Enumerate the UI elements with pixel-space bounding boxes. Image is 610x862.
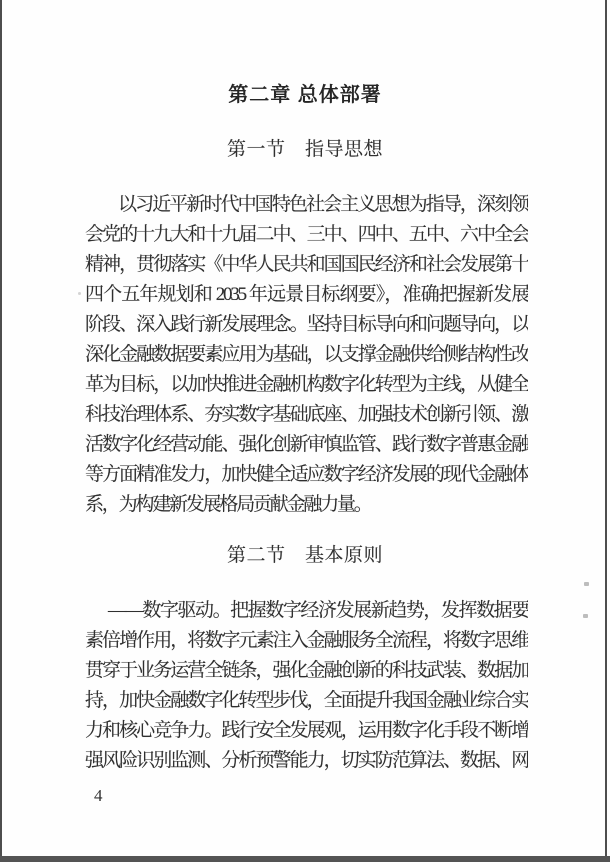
scan-edge-left	[0, 0, 2, 862]
paragraph-digital-drive	[85, 596, 528, 776]
paragraph-line: 会党的十九大和十九届二中、三中、四中、五中、六中全会	[85, 224, 528, 245]
paragraph-line: 科技治理体系、夯实数字基础底座、加强技术创新引领、激	[85, 404, 528, 425]
scan-speck	[78, 292, 81, 295]
paragraph-line: 贯穿于业务运营全链条，强化金融创新的科技武装、数据加	[85, 660, 528, 681]
page-number: 4	[94, 786, 103, 805]
section-heading-basic-principles: 第二节 基本原则	[226, 545, 383, 566]
scan-edge-bottom	[0, 856, 610, 862]
paragraph-line: 素倍增作用，将数字元素注入金融服务全流程，将数字思维	[85, 630, 528, 651]
paragraph-line: 等方面精准发力，加快健全适应数字经济发展的现代金融体	[85, 464, 528, 485]
paragraph-line: 系，为构建新发展格局贡献金融力量。	[85, 494, 371, 515]
paragraph-line: 精神，贯彻落实《中华人民共和国国民经济和社会发展第十	[85, 254, 528, 275]
scan-speck	[583, 614, 588, 618]
paragraph-line: 强风险识别监测、分析预警能力，切实防范算法、数据、网	[85, 750, 528, 771]
paragraph-line: 持，加快金融数字化转型步伐，全面提升我国金融业综合实	[85, 690, 528, 711]
paragraph-line: 深化金融数据要素应用为基础，以支撑金融供给侧结构性改	[85, 344, 528, 365]
section-heading-guiding-ideology: 第一节 指导思想	[226, 139, 383, 160]
paragraph-line: 革为目标，以加快推进金融机构数字化转型为主线，从健全	[85, 374, 528, 395]
paragraph-line: ——数字驱动。把握数字经济发展新趋势，发挥数据要	[108, 600, 528, 621]
paragraph-line: 活数字化经营动能、强化创新审慎监管、践行数字普惠金融	[85, 434, 528, 455]
paragraph-line: 以习近平新时代中国特色社会主义思想为指导，深刻领	[118, 194, 528, 215]
paragraph-line: 力和核心竞争力。践行安全发展观，运用数字化手段不断增	[85, 720, 528, 741]
paragraph-line: 阶段、深入践行新发展理念。坚持目标导向和问题导向，以	[85, 314, 528, 335]
scan-speck	[584, 582, 589, 586]
scan-edge-right	[605, 0, 607, 862]
paragraph-guiding-ideology	[85, 190, 528, 520]
paragraph-line: 四个五年规划和 2035 年远景目标纲要》，准确把握新发展	[85, 284, 528, 305]
chapter-heading: 第二章 总体部署	[228, 84, 382, 106]
